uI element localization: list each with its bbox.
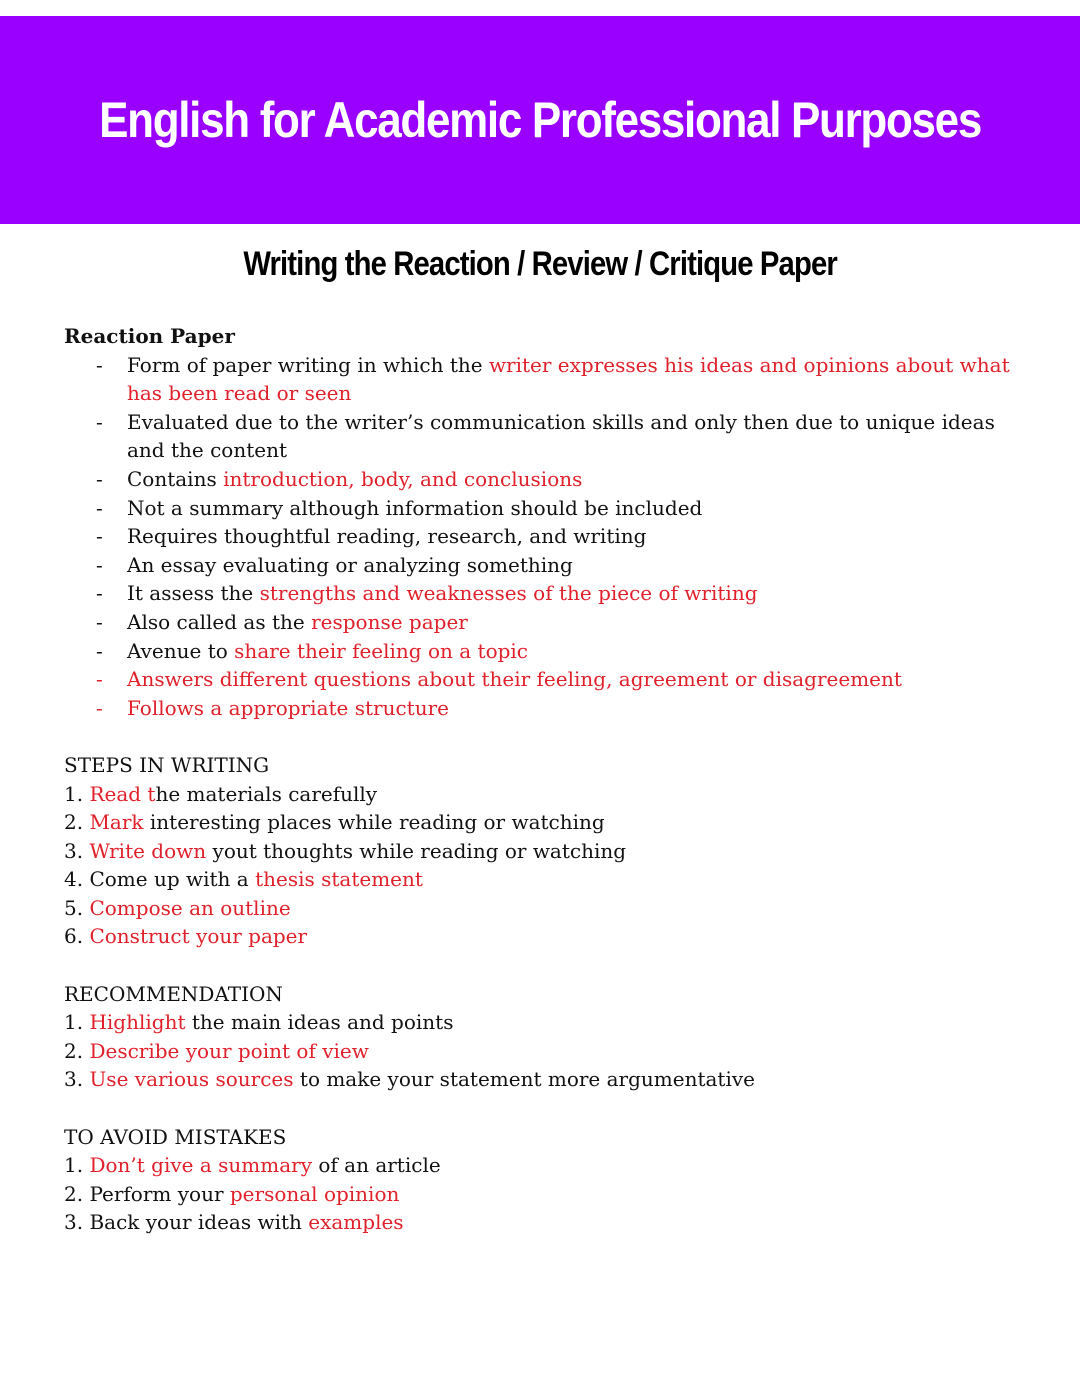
highlighted-text: Don’t give a summary	[89, 1153, 312, 1178]
subtitle-text: Writing the Reaction / Review / Critique Paper	[243, 245, 837, 283]
bullet-item	[64, 351, 1034, 408]
item-number: 6.	[64, 924, 90, 949]
section-heading-steps: STEPS IN WRITING	[64, 752, 270, 777]
body-text: Back your ideas with	[89, 1210, 309, 1235]
bullet-text	[127, 408, 1034, 465]
highlighted-text: share their feeling on a topic	[234, 638, 529, 663]
bullet-text	[127, 494, 1034, 523]
step-item	[64, 922, 1034, 951]
body-text: It assess the	[127, 581, 260, 606]
item-number: 3.	[64, 1210, 90, 1235]
document-body	[64, 322, 1034, 1237]
item-number: 1.	[64, 1010, 90, 1035]
step-item	[64, 780, 1034, 809]
document-title: English for Academic Professional Purposes	[99, 92, 981, 148]
spacer	[64, 951, 1034, 980]
title-banner	[0, 16, 1080, 224]
highlighted-text: Use various sources	[89, 1067, 294, 1092]
dash-bullet-icon: -	[96, 409, 103, 434]
body-text: yout thoughts while reading or watching	[206, 838, 627, 863]
highlighted-text: Read t	[89, 781, 156, 806]
item-number: 3.	[64, 1067, 90, 1092]
mistake-item	[64, 1180, 1034, 1209]
highlighted-text: writer expresses his ideas and opinions about what has been read or seen	[127, 352, 1010, 406]
item-number: 2.	[64, 1038, 90, 1063]
highlighted-text: response paper	[311, 609, 468, 634]
bullet-text	[127, 579, 1034, 608]
bullet-item	[64, 551, 1034, 580]
reaction-paper-bullets	[64, 351, 1034, 723]
highlighted-text: examples	[308, 1210, 404, 1235]
body-text: he materials carefully	[155, 781, 378, 806]
mistake-item	[64, 1151, 1034, 1180]
highlighted-text: Compose an outline	[89, 895, 291, 920]
document-subtitle	[0, 245, 1080, 284]
body-text: An essay evaluating or analyzing something	[127, 552, 573, 577]
body-text: the main ideas and points	[185, 1010, 454, 1035]
recommendation-list	[64, 1008, 1034, 1094]
body-text: Avenue to	[127, 638, 235, 663]
highlighted-text: Describe your point of view	[89, 1038, 369, 1063]
highlighted-text: personal opinion	[229, 1181, 400, 1206]
bullet-text	[127, 608, 1034, 637]
dash-bullet-icon: -	[96, 466, 103, 491]
bullet-text	[127, 522, 1034, 551]
bullet-text	[127, 694, 1034, 723]
bullet-item	[64, 408, 1034, 465]
item-number: 4.	[64, 867, 90, 892]
highlighted-text: Write down	[89, 838, 207, 863]
mistake-item	[64, 1208, 1034, 1237]
dash-bullet-icon: -	[96, 581, 103, 606]
section-heading-reaction-paper: Reaction Paper	[64, 324, 235, 348]
highlighted-text: thesis statement	[255, 867, 423, 892]
step-item	[64, 865, 1034, 894]
recommendation-item	[64, 1037, 1034, 1066]
recommendation-section	[64, 980, 1034, 1094]
bullet-text	[127, 465, 1034, 494]
body-text: interesting places while reading or watching	[143, 810, 605, 835]
steps-list	[64, 780, 1034, 952]
bullet-item	[64, 465, 1034, 494]
step-item	[64, 894, 1034, 923]
bullet-item	[64, 522, 1034, 551]
spacer	[64, 1094, 1034, 1123]
item-number: 5.	[64, 895, 90, 920]
bullet-text	[127, 551, 1034, 580]
section-heading-recommendation: RECOMMENDATION	[64, 981, 283, 1006]
highlighted-text: Follows a appropriate structure	[127, 695, 449, 720]
highlighted-text: Mark	[89, 810, 144, 835]
body-text: Requires thoughtful reading, research, and writing	[127, 524, 647, 549]
dash-bullet-icon: -	[96, 609, 103, 634]
dash-bullet-icon: -	[96, 638, 103, 663]
dash-bullet-icon: -	[96, 352, 103, 377]
highlighted-text: introduction, body, and conclusions	[223, 466, 583, 491]
body-text: Come up with a	[89, 867, 256, 892]
body-text: Perform your	[89, 1181, 230, 1206]
item-number: 2.	[64, 1181, 90, 1206]
bullet-text	[127, 637, 1034, 666]
body-text: to make your statement more argumentative	[293, 1067, 755, 1092]
highlighted-text: Construct your paper	[89, 924, 308, 949]
section-heading-avoid-mistakes: TO AVOID MISTAKES	[64, 1124, 287, 1149]
body-text: Evaluated due to the writer’s communication skills and only then due to unique ideas and the content	[127, 409, 995, 463]
highlighted-text: strengths and weaknesses of the piece of writing	[259, 581, 758, 606]
body-text: Contains	[127, 466, 224, 491]
body-text: Also called as the	[127, 609, 312, 634]
highlighted-text: Highlight	[89, 1010, 186, 1035]
recommendation-item	[64, 1065, 1034, 1094]
bullet-text	[127, 665, 1034, 694]
item-number: 2.	[64, 810, 90, 835]
dash-bullet-icon: -	[96, 495, 103, 520]
bullet-item	[64, 694, 1034, 723]
avoid-mistakes-list	[64, 1151, 1034, 1237]
steps-section	[64, 751, 1034, 951]
bullet-item	[64, 579, 1034, 608]
item-number: 1.	[64, 781, 90, 806]
item-number: 3.	[64, 838, 90, 863]
body-text: Not a summary although information should be included	[127, 495, 703, 520]
body-text: of an article	[312, 1153, 441, 1178]
bullet-item	[64, 608, 1034, 637]
avoid-mistakes-section	[64, 1123, 1034, 1237]
body-text: Form of paper writing in which the	[127, 352, 489, 377]
spacer	[64, 722, 1034, 751]
reaction-paper-section	[64, 322, 1034, 722]
dash-bullet-icon: -	[96, 667, 103, 692]
dash-bullet-icon: -	[96, 552, 103, 577]
dash-bullet-icon: -	[96, 524, 103, 549]
bullet-text	[127, 351, 1034, 408]
bullet-item	[64, 494, 1034, 523]
recommendation-item	[64, 1008, 1034, 1037]
dash-bullet-icon: -	[96, 695, 103, 720]
step-item	[64, 837, 1034, 866]
bullet-item	[64, 637, 1034, 666]
bullet-item	[64, 665, 1034, 694]
step-item	[64, 808, 1034, 837]
highlighted-text: Answers different questions about their feeling, agreement or disagreement	[127, 667, 902, 692]
item-number: 1.	[64, 1153, 90, 1178]
